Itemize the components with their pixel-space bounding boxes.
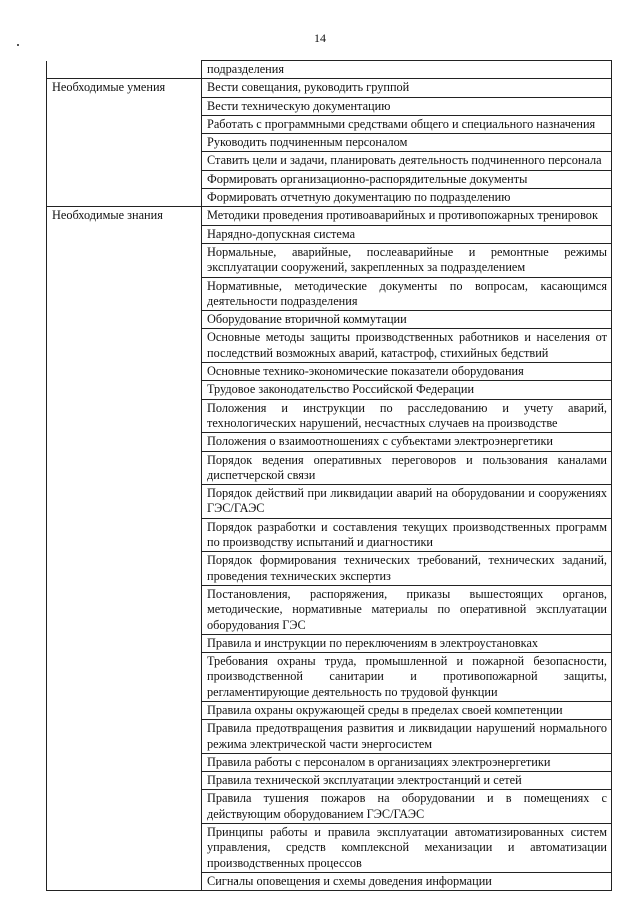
table-row bbox=[47, 485, 612, 519]
section-label-cell bbox=[47, 433, 202, 451]
table-row bbox=[47, 433, 612, 451]
table-row bbox=[47, 243, 612, 277]
table-row bbox=[47, 399, 612, 433]
list-item: Вести техническую документацию bbox=[202, 97, 612, 115]
table-row bbox=[47, 552, 612, 586]
table-row bbox=[47, 61, 612, 79]
section-label-cell bbox=[47, 485, 202, 519]
table-row bbox=[47, 872, 612, 890]
section-label-cell bbox=[47, 790, 202, 824]
section-label-cell bbox=[47, 381, 202, 399]
section-label-cell bbox=[47, 451, 202, 485]
section-label: Необходимые знания bbox=[47, 207, 202, 225]
table-row bbox=[47, 518, 612, 552]
section-label-cell bbox=[47, 115, 202, 133]
requirements-table bbox=[46, 60, 612, 891]
table-row bbox=[47, 207, 612, 225]
list-item: Вести совещания, руководить группой bbox=[202, 79, 612, 97]
section-label-cell bbox=[47, 189, 202, 207]
table-row bbox=[47, 115, 612, 133]
table-row bbox=[47, 824, 612, 873]
list-item: Положения и инструкции по расследованию и учету аварий, технологических нарушений, несчастных случаев на производстве bbox=[202, 399, 612, 433]
table-row bbox=[47, 451, 612, 485]
list-item: Сигналы оповещения и схемы доведения информации bbox=[202, 872, 612, 890]
section-label-cell bbox=[47, 552, 202, 586]
section-label-cell bbox=[47, 824, 202, 873]
section-label-cell bbox=[47, 152, 202, 170]
table-row bbox=[47, 381, 612, 399]
list-item: Работать с программными средствами общего и специального назначения bbox=[202, 115, 612, 133]
section-label-cell bbox=[47, 720, 202, 754]
table-row bbox=[47, 753, 612, 771]
list-item: Требования охраны труда, промышленной и пожарной безопасности, производственной санитарии и противопожарной защиты, регламентирующие деятельность по трудовой функции bbox=[202, 653, 612, 702]
table-row bbox=[47, 225, 612, 243]
list-item: Ставить цели и задачи, планировать деятельность подчиненного персонала bbox=[202, 152, 612, 170]
list-item: Порядок разработки и составления текущих производственных программ по производству испытаний и диагностики bbox=[202, 518, 612, 552]
list-item: Порядок действий при ликвидации аварий на оборудовании и сооружениях ГЭС/ГАЭС bbox=[202, 485, 612, 519]
page-number: 14 bbox=[314, 31, 326, 45]
table-row bbox=[47, 701, 612, 719]
list-item: Оборудование вторичной коммутации bbox=[202, 311, 612, 329]
table-row bbox=[47, 720, 612, 754]
table-row bbox=[47, 585, 612, 634]
list-item: Формировать организационно-распорядительные документы bbox=[202, 170, 612, 188]
table-row bbox=[47, 772, 612, 790]
section-label-cell bbox=[47, 653, 202, 702]
table-row bbox=[47, 170, 612, 188]
table-row bbox=[47, 634, 612, 652]
table-row bbox=[47, 363, 612, 381]
section-label-cell bbox=[47, 311, 202, 329]
list-item: Руководить подчиненным персоналом bbox=[202, 134, 612, 152]
list-item: Порядок ведения оперативных переговоров и пользования каналами диспетчерской связи bbox=[202, 451, 612, 485]
table-row bbox=[47, 790, 612, 824]
section-label-cell bbox=[47, 243, 202, 277]
section-label-cell bbox=[47, 225, 202, 243]
table-row bbox=[47, 329, 612, 363]
table-row bbox=[47, 79, 612, 97]
table-row bbox=[47, 653, 612, 702]
section-label-cell bbox=[47, 399, 202, 433]
list-item: Формировать отчетную документацию по подразделению bbox=[202, 189, 612, 207]
list-item: Правила технической эксплуатации электростанций и сетей bbox=[202, 772, 612, 790]
list-item: Нормальные, аварийные, послеаварийные и ремонтные режимы эксплуатации сооружений, закрепленных за подразделением bbox=[202, 243, 612, 277]
section-label-cell bbox=[47, 585, 202, 634]
list-item: Нарядно-допускная система bbox=[202, 225, 612, 243]
list-item: Основные методы защиты производственных работников и населения от последствий возможных аварий, катастроф, стихийных бедствий bbox=[202, 329, 612, 363]
table-row bbox=[47, 311, 612, 329]
list-item: Правила работы с персоналом в организациях электроэнергетики bbox=[202, 753, 612, 771]
section-label-cell bbox=[47, 634, 202, 652]
table-cell-continuation: подразделения bbox=[202, 61, 612, 79]
list-item: Основные технико-экономические показатели оборудования bbox=[202, 363, 612, 381]
section-label-cell bbox=[47, 97, 202, 115]
list-item: Правила и инструкции по переключениям в электроустановках bbox=[202, 634, 612, 652]
section-label-cell bbox=[47, 61, 202, 79]
list-item: Постановления, распоряжения, приказы вышестоящих органов, методические, нормативные материалы по оперативной эксплуатации оборудования ГЭС bbox=[202, 585, 612, 634]
section-label-cell bbox=[47, 872, 202, 890]
list-item: Методики проведения противоаварийных и противопожарных тренировок bbox=[202, 207, 612, 225]
list-item: Порядок формирования технических требований, технических заданий, проведения технических экспертиз bbox=[202, 552, 612, 586]
section-label-cell bbox=[47, 170, 202, 188]
table-row bbox=[47, 134, 612, 152]
scan-speck bbox=[17, 44, 19, 46]
list-item: Трудовое законодательство Российской Федерации bbox=[202, 381, 612, 399]
table-row bbox=[47, 97, 612, 115]
table-row bbox=[47, 189, 612, 207]
section-label-cell bbox=[47, 753, 202, 771]
list-item: Принципы работы и правила эксплуатации автоматизированных систем управления, средств комплексной механизации и автоматизации производственных процессов bbox=[202, 824, 612, 873]
list-item: Положения о взаимоотношениях с субъектами электроэнергетики bbox=[202, 433, 612, 451]
table-row bbox=[47, 152, 612, 170]
section-label-cell bbox=[47, 772, 202, 790]
section-label-cell bbox=[47, 134, 202, 152]
list-item: Правила предотвращения развития и ликвидации нарушений нормального режима электрической части энергосистем bbox=[202, 720, 612, 754]
table-row bbox=[47, 277, 612, 311]
section-label-cell bbox=[47, 329, 202, 363]
list-item: Нормативные, методические документы по вопросам, касающимся деятельности подразделения bbox=[202, 277, 612, 311]
list-item: Правила охраны окружающей среды в пределах своей компетенции bbox=[202, 701, 612, 719]
section-label-cell bbox=[47, 518, 202, 552]
section-label-cell bbox=[47, 701, 202, 719]
section-label-cell bbox=[47, 277, 202, 311]
list-item: Правила тушения пожаров на оборудовании и в помещениях с действующим оборудованием ГЭС/ГАЭС bbox=[202, 790, 612, 824]
section-label-cell bbox=[47, 363, 202, 381]
section-label: Необходимые умения bbox=[47, 79, 202, 97]
